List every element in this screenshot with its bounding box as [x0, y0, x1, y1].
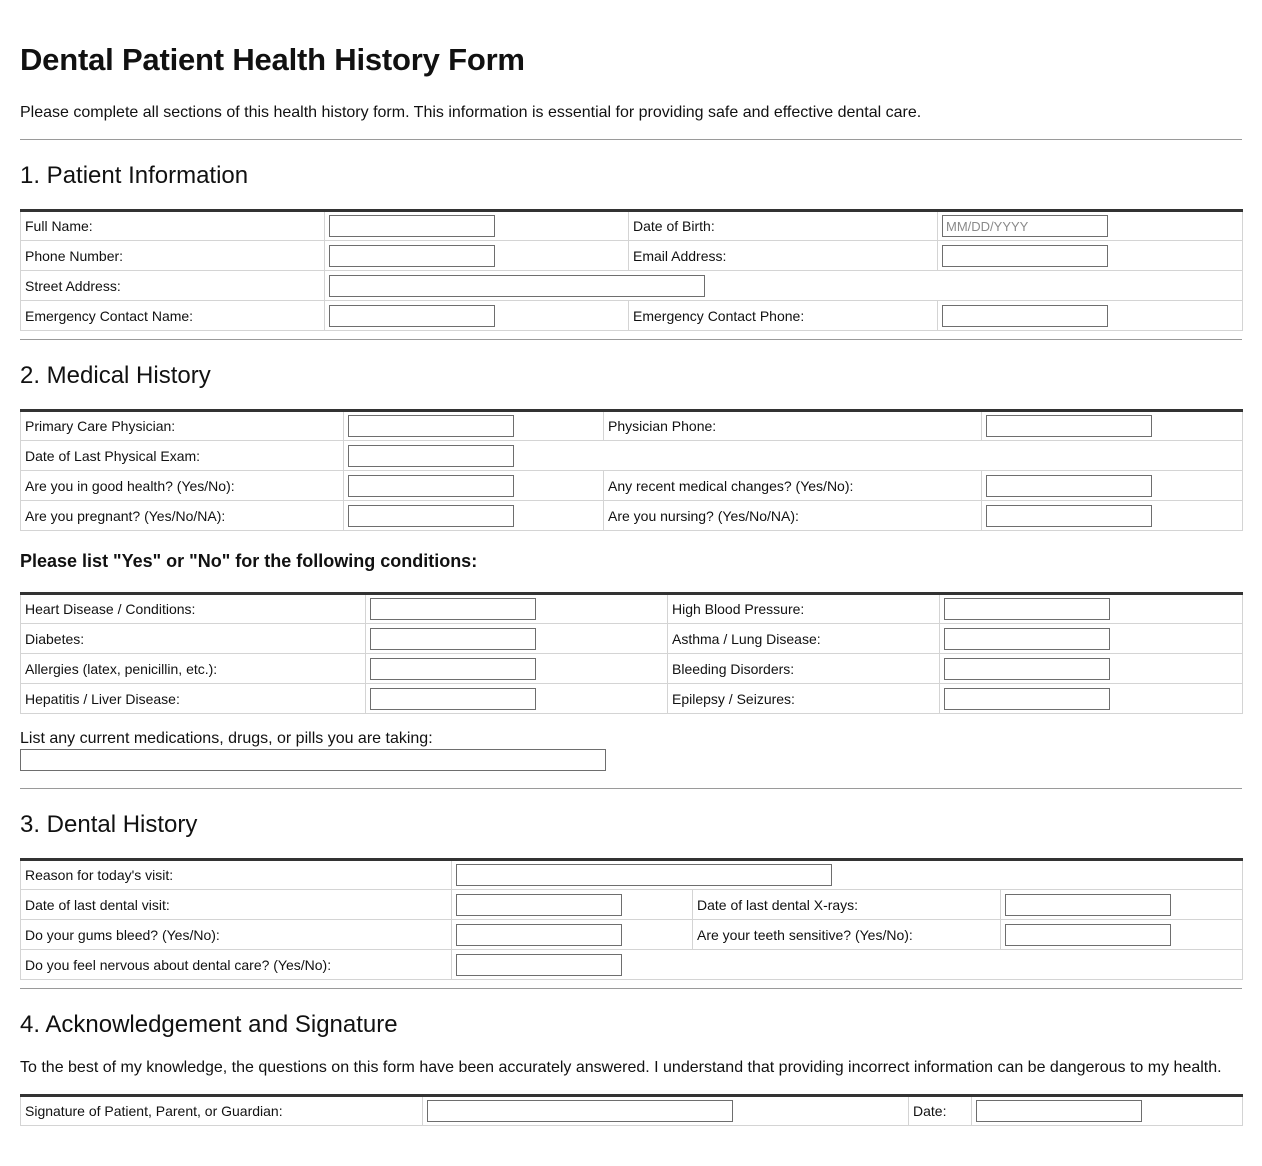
section-heading-dental-history: 3. Dental History [20, 811, 198, 838]
good-health-field[interactable] [348, 475, 514, 497]
dental-history-table [20, 858, 1243, 980]
table-row [21, 594, 1243, 624]
emergency-contact-name-field[interactable] [329, 305, 495, 327]
emergency-contact-phone-field[interactable] [942, 305, 1108, 327]
physician-phone-label: Physician Phone: [604, 411, 982, 441]
date-of-birth-field[interactable] [942, 215, 1108, 237]
teeth-sensitive-field[interactable] [1005, 924, 1171, 946]
last-dental-visit-field[interactable] [456, 894, 622, 916]
street-address-field[interactable] [329, 275, 705, 297]
medications-label: List any current medications, drugs, or pills you are taking: [20, 730, 433, 747]
primary-care-physician-label: Primary Care Physician: [21, 411, 344, 441]
emergency-contact-phone-label: Emergency Contact Phone: [629, 301, 938, 331]
phone-number-label: Phone Number: [21, 241, 325, 271]
last-physical-exam-label: Date of Last Physical Exam: [21, 441, 344, 471]
table-row [21, 654, 1243, 684]
table-row [21, 920, 1243, 950]
allergies-field[interactable] [370, 658, 536, 680]
signature-date-field[interactable] [976, 1100, 1142, 1122]
last-dental-xrays-field[interactable] [1005, 894, 1171, 916]
email-address-field[interactable] [942, 245, 1108, 267]
pregnant-label: Are you pregnant? (Yes/No/NA): [21, 501, 344, 531]
high-blood-pressure-label: High Blood Pressure: [668, 594, 940, 624]
section-divider [20, 339, 1242, 340]
signature-date-label: Date: [909, 1096, 972, 1126]
table-row [21, 890, 1243, 920]
form-title: Dental Patient Health History Form [20, 42, 525, 77]
last-physical-exam-field[interactable] [348, 445, 514, 467]
visit-reason-label: Reason for today's visit: [21, 860, 452, 890]
diabetes-field[interactable] [370, 628, 536, 650]
bleeding-disorders-field[interactable] [944, 658, 1110, 680]
pregnant-field[interactable] [348, 505, 514, 527]
table-row [21, 301, 1243, 331]
section-heading-medical-history: 2. Medical History [20, 362, 211, 389]
signature-field[interactable] [427, 1100, 733, 1122]
good-health-label: Are you in good health? (Yes/No): [21, 471, 344, 501]
table-row [21, 211, 1243, 241]
signature-label: Signature of Patient, Parent, or Guardian: [21, 1096, 423, 1126]
medical-history-table [20, 409, 1243, 531]
heart-disease-field[interactable] [370, 598, 536, 620]
heart-disease-label: Heart Disease / Conditions: [21, 594, 366, 624]
section-heading-patient-information: 1. Patient Information [20, 162, 249, 189]
section-heading-acknowledgement: 4. Acknowledgement and Signature [20, 1011, 398, 1038]
asthma-field[interactable] [944, 628, 1110, 650]
primary-care-physician-field[interactable] [348, 415, 514, 437]
gums-bleed-label: Do your gums bleed? (Yes/No): [21, 920, 452, 950]
table-row [21, 411, 1243, 441]
hepatitis-field[interactable] [370, 688, 536, 710]
table-row [21, 241, 1243, 271]
recent-medical-changes-label: Any recent medical changes? (Yes/No): [604, 471, 982, 501]
signature-table [20, 1094, 1243, 1126]
dental-nervous-label: Do you feel nervous about dental care? (Yes/No): [21, 950, 452, 980]
high-blood-pressure-field[interactable] [944, 598, 1110, 620]
dental-nervous-field[interactable] [456, 954, 622, 976]
last-dental-visit-label: Date of last dental visit: [21, 890, 452, 920]
epilepsy-field[interactable] [944, 688, 1110, 710]
medications-field[interactable] [20, 749, 606, 771]
gums-bleed-field[interactable] [456, 924, 622, 946]
patient-information-table [20, 209, 1243, 331]
section-divider [20, 788, 1242, 789]
table-row [21, 860, 1243, 890]
diabetes-label: Diabetes: [21, 624, 366, 654]
nursing-label: Are you nursing? (Yes/No/NA): [604, 501, 982, 531]
phone-number-field[interactable] [329, 245, 495, 267]
asthma-label: Asthma / Lung Disease: [668, 624, 940, 654]
form-intro: Please complete all sections of this health history form. This information is essential for providing safe and effective dental care. [20, 104, 922, 121]
email-address-label: Email Address: [629, 241, 938, 271]
full-name-label: Full Name: [21, 211, 325, 241]
table-row [21, 501, 1243, 531]
emergency-contact-name-label: Emergency Contact Name: [21, 301, 325, 331]
recent-medical-changes-field[interactable] [986, 475, 1152, 497]
street-address-label: Street Address: [21, 271, 325, 301]
table-row [21, 441, 1243, 471]
date-of-birth-label: Date of Birth: [629, 211, 938, 241]
teeth-sensitive-label: Are your teeth sensitive? (Yes/No): [693, 920, 1001, 950]
hepatitis-label: Hepatitis / Liver Disease: [21, 684, 366, 714]
table-row [21, 684, 1243, 714]
bleeding-disorders-label: Bleeding Disorders: [668, 654, 940, 684]
table-row [21, 950, 1243, 980]
epilepsy-label: Epilepsy / Seizures: [668, 684, 940, 714]
section-divider [20, 988, 1242, 989]
visit-reason-field[interactable] [456, 864, 832, 886]
table-row [21, 471, 1243, 501]
conditions-table [20, 592, 1243, 714]
conditions-heading: Please list "Yes" or "No" for the following conditions: [20, 551, 478, 571]
allergies-label: Allergies (latex, penicillin, etc.): [21, 654, 366, 684]
table-row [21, 1096, 1243, 1126]
full-name-field[interactable] [329, 215, 495, 237]
table-row [21, 624, 1243, 654]
table-row [21, 271, 1243, 301]
section-divider [20, 139, 1242, 140]
physician-phone-field[interactable] [986, 415, 1152, 437]
last-dental-xrays-label: Date of last dental X-rays: [693, 890, 1001, 920]
nursing-field[interactable] [986, 505, 1152, 527]
acknowledgement-statement: To the best of my knowledge, the questions on this form have been accurately answered. I understand that providing incorrect information can be dangerous to my health. [20, 1059, 1222, 1076]
